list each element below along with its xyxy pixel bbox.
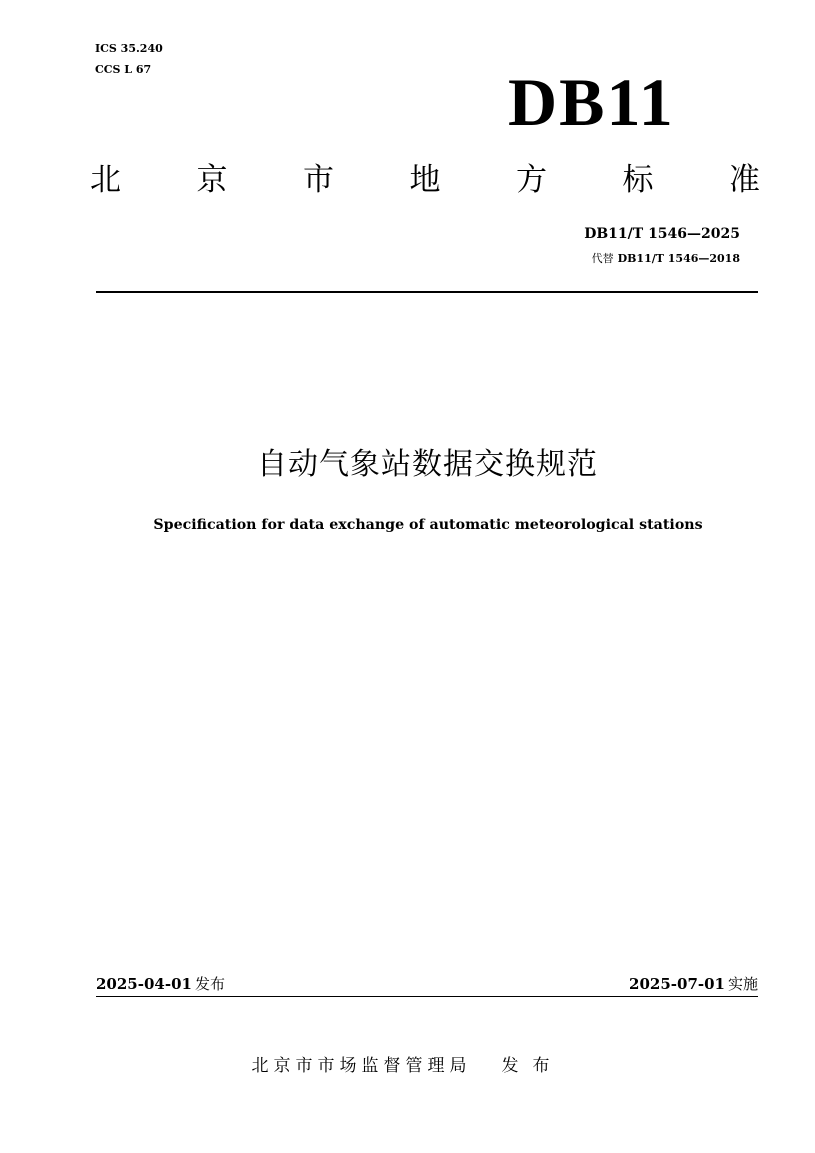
replaces-line — [470, 250, 740, 268]
ics-code: ICS 35.240 — [95, 42, 163, 55]
implement-date-line — [629, 974, 758, 994]
replaces-label: 代替 — [591, 252, 614, 265]
issuer-name: 北京市市场监督管理局 — [251, 1056, 472, 1076]
standard-type-char: 北 — [90, 162, 121, 198]
standard-type-char: 地 — [409, 162, 441, 198]
standard-type-char: 方 — [516, 162, 547, 198]
db-mark: DB11 — [508, 64, 675, 140]
ccs-code: CCS L 67 — [95, 63, 152, 76]
standard-type-char: 京 — [196, 162, 228, 198]
footer-divider — [96, 996, 758, 997]
standard-type-heading — [90, 158, 760, 202]
standard-type-char: 标 — [622, 162, 654, 198]
implement-label: 实施 — [727, 975, 758, 993]
issue-label: 发布 — [194, 975, 225, 993]
issue-date-line — [96, 974, 225, 994]
standard-number: DB11/T 1546—2025 — [584, 226, 740, 242]
issue-date: 2025-04-01 — [96, 975, 192, 993]
header-divider — [96, 291, 758, 293]
standard-type-char: 市 — [303, 162, 334, 198]
issuer-line — [0, 1053, 815, 1079]
classification-codes — [95, 38, 163, 80]
publish-label: 发布 — [501, 1056, 564, 1076]
standard-type-char: 准 — [729, 162, 760, 198]
implement-date: 2025-07-01 — [629, 975, 725, 993]
title-chinese: 自动气象站数据交换规范 — [257, 447, 598, 482]
title-english: Specification for data exchange of automatic meteorological stations — [153, 517, 703, 533]
replaces-number: DB11/T 1546—2018 — [617, 252, 740, 265]
